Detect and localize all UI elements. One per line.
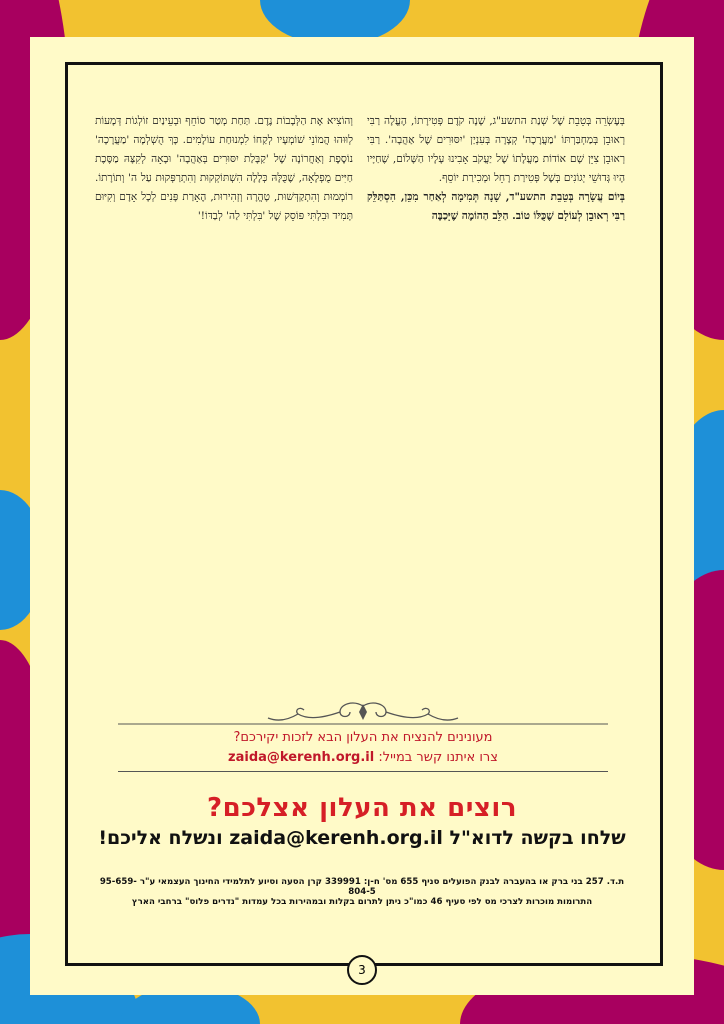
- ornament-divider: [118, 700, 608, 730]
- notice-divider: [118, 771, 608, 772]
- page-number: 3: [347, 955, 377, 985]
- contact-label: צרו איתנו קשר במייל:: [378, 750, 498, 765]
- cta-subtitle: שלחו בקשה לדוא"ל zaida@kerenh.org.il ונשלח אליכם!: [98, 827, 626, 849]
- article-column-right: [367, 112, 625, 226]
- article-paragraph: וְהוֹצִיא אֶת הַלְּבָבוֹת נֶדֶם. תַּחַת מְטַר סוֹחֵף וּבְעֵינַיִם זוֹלְגוֹת דְּמָעוֹת לְוּוּהוּ הֲמוֹנֵי שׁוֹמְעָיו לְקַחוֹ לִמְנוּחַת עוֹלָמִים. כָּךְ הֻשְׁלְמָה 'מַעֲרָכָה' נוֹסֶפֶת וְאַחֲרוֹנָה שֶׁל 'קַבָּלַת יִסּוּרִים בְּאַהֲבָה' וּבָאָה לְקִצָּהּ מַסֶּכֶת חַיִּים מֻפְלָאָה, שֶׁכֻּלָּהּ כְּלָלָה הִשְׁתּוֹקְקוּת וְהִתְרַפְּקוּת עַל ה' וְתוֹרָתוֹ. רוֹמְמוּת וְהִתְקַדְּשׁוּת, טָהֳרָה וְזְהִירוּת, הֶאָרַת פָּנִים לְכָל אָדָם וְקִיּוּם תָּמִיד וּבִלְתִּי פּוֹסֵק שֶׁל 'בִּלְתִּי לַה' לְבַדּוֹ!': [95, 115, 353, 222]
- donation-info: ת.ד. 257 בני ברק או בהעברה לבנק הפועלים סניף 655 מס' ח-ן: 339991 קרן הסעה וסיוע לתלמידי החינוך העצמאי ע"ר 95-659-804-5: [99, 877, 625, 897]
- article-paragraph: בְּיוֹם עֲשָׂרָה בְּטֵבֵת התשע"ד, שָׁנָה תְּמִימָה לְאַחַר מִכֵּן, הִסְתַּלֵּק רַבִּי רְאוּבֵן לְעוֹלָם שֶׁכֻּלּוֹ טוֹב. הַלֵּב הַהוֹמֶה שֶׁיָּכַבֶּה: [367, 191, 625, 222]
- tax-deduction-info: התרומות מוכרות לצרכי מס לפי סעיף 46 כמו"כ ניתן לתרום בקלות ובמהירות בכל עמדות "נדרים פלוס" ברחבי הארץ: [131, 897, 593, 907]
- sponsorship-contact: [118, 748, 608, 768]
- sponsorship-question: מעונינים להנציח את העלון הבא לזכות יקירכם?: [233, 730, 493, 745]
- article-paragraph: בְּעֶשְׂרֵה בְּטֵבֵת שֶׁל שְׁנַת התשע"ג, שָׁנָה קֹדֶם פְּטִירָתוֹ, הֶעֱלָה רַבִּי רְאוּבֵן בְּמַחְבַּרְתּוֹ 'מַעֲרָכָה' קְצָרָה בְּעִנְיַן 'יִסּוּרִים שֶׁל אַהֲבָה'. רַבִּי רְאוּבֵן צִיֵּן שָׁם אוֹדוֹת מַעֲלָתוֹ שֶׁל יַעֲקֹב אָבִינוּ עָלָיו הַשָּׁלוֹם, שֶׁחַיָּיו הָיוּ גְּדוּשֵׁי יְגוֹנִים בְּשֶׁל פְּטִירַת רָחֵל וּמְכִירַת יוֹסֵף.: [367, 115, 625, 184]
- article-column-left: [95, 112, 353, 226]
- article-body: [95, 112, 625, 272]
- cta-title: רוצים את העלון אצלכם?: [207, 793, 517, 823]
- contact-email-link[interactable]: zaida@kerenh.org.il: [228, 750, 375, 765]
